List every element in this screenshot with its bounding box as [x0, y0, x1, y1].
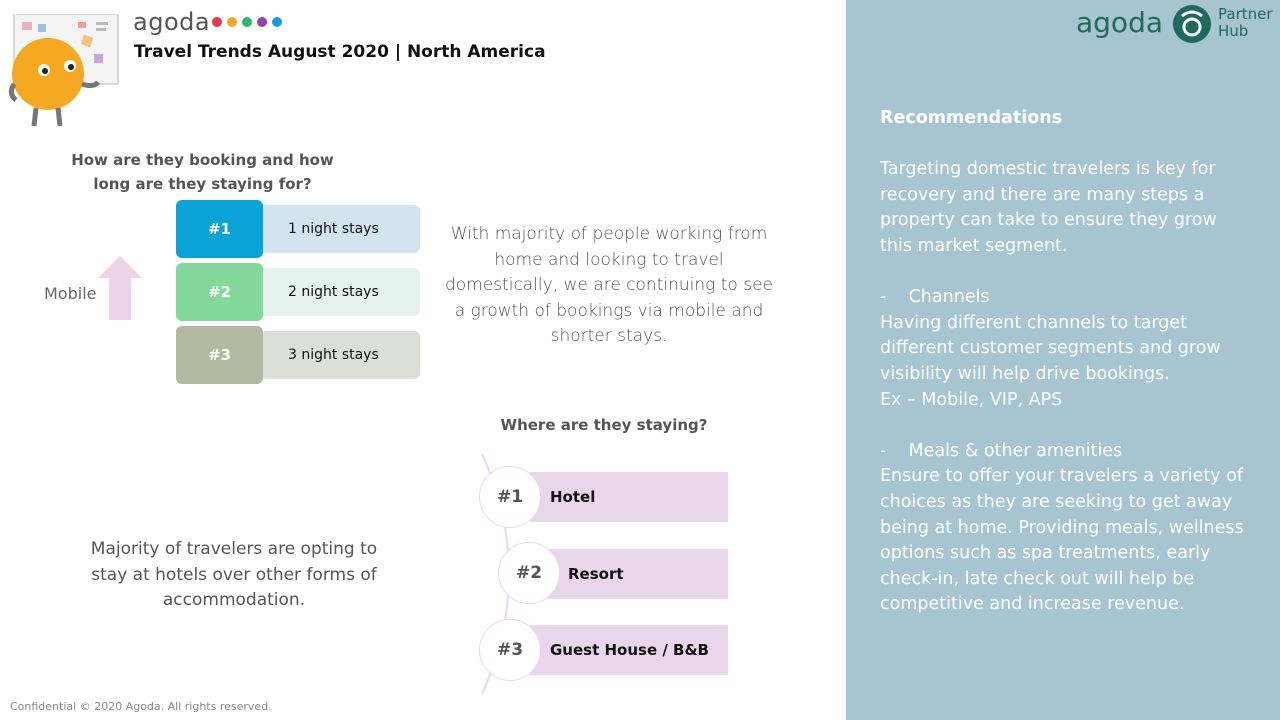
recommendations-heading: Recommendations — [880, 108, 1063, 128]
booking-rank-2 — [176, 263, 420, 321]
rank-badge: #1 — [176, 200, 263, 258]
booking-rank-3 — [176, 326, 420, 384]
booking-insight: With majority of people working from home and looking to travel domestically, we are continuing to see a growth of bookings via mobile and shorter stays. — [444, 224, 773, 346]
partner-logo-brand: agoda — [1076, 6, 1163, 39]
recommendations-intro: Targeting domestic travelers is key for recovery and there are many steps a property can take to ensure they grow this market segment. — [880, 159, 1217, 256]
mobile-label: Mobile — [44, 284, 97, 303]
channels-body: Having different channels to target different customer segments and grow visibility will help drive bookings. — [880, 312, 1221, 384]
footer-copyright: Confidential © 2020 Agoda. All rights reserved. — [10, 700, 272, 713]
logo-dot — [242, 17, 252, 27]
logo-dot — [212, 17, 222, 27]
amenities-body: Ensure to offer your travelers a variety of choices as they are seeking to get away being at home. Providing meals, wellness options such as spa treatments, early check-in, late check out will help be competitive and increase revenue. — [880, 466, 1244, 615]
rank-badge: #2 — [176, 263, 263, 321]
page-title: Travel Trends August 2020 | North America — [134, 42, 546, 62]
rank-label: 1 night stays — [262, 205, 420, 253]
up-arrow-icon — [98, 256, 142, 320]
staying-rank-3-circle: #3 — [479, 619, 541, 681]
mascot-illustration — [8, 14, 120, 130]
agoda-logo-dots — [212, 17, 282, 27]
partner-logo-sub2: Hub — [1218, 22, 1249, 40]
booking-question: How are they booking and how long are they staying for? — [71, 151, 334, 193]
rank-label: 3 night stays — [262, 331, 420, 379]
channels-example: Ex – Mobile, VIP, APS — [880, 389, 1063, 410]
agoda-logo-text: agoda — [133, 8, 211, 36]
staying-rank-3-bar: Guest House / B&B — [530, 625, 728, 675]
logo-dot — [227, 17, 237, 27]
logo-dot — [272, 17, 282, 27]
rank-badge: #3 — [176, 326, 263, 384]
recommendations-text — [880, 106, 1250, 618]
staying-question: Where are they staying? — [500, 416, 708, 434]
partner-logo-sub1: Partner — [1218, 5, 1273, 23]
staying-insight: Majority of travelers are opting to stay at hotels over other forms of accommodation. — [90, 539, 378, 610]
channels-title: - Channels — [880, 287, 990, 308]
staying-rank-2-circle: #2 — [498, 542, 560, 604]
booking-rank-1 — [176, 200, 420, 258]
amenities-title: - Meals & other amenities — [880, 440, 1123, 461]
partner-hub-logo — [1076, 2, 1276, 46]
partner-hub-icon — [1172, 4, 1212, 44]
staying-rank-1-bar: Hotel — [530, 472, 728, 522]
logo-dot — [257, 17, 267, 27]
staying-rank-1-circle: #1 — [479, 466, 541, 528]
staying-rank-2-bar: Resort — [548, 549, 728, 599]
rank-label: 2 night stays — [262, 268, 420, 316]
